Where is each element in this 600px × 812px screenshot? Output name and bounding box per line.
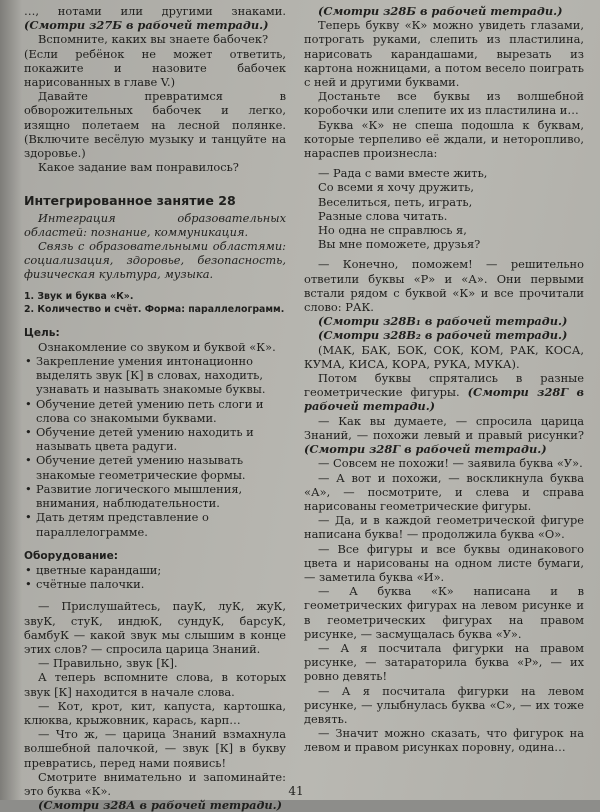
goal-label: Цель: xyxy=(24,326,60,339)
right-column xyxy=(304,4,584,755)
left-column xyxy=(24,4,286,812)
workbook-reference: (Смотри з28В₂ в рабочей тетради.) xyxy=(318,328,568,343)
paragraph: — Да, и в каждой геометрической фигуре написана буква! — продолжила буква «О». xyxy=(304,513,584,542)
list-item: • Закрепление умения интонационно выделять звук [К] в словах, находить, узнавать и называть знакомые буквы. xyxy=(36,354,286,397)
paragraph: …, нотами или другими знаками. (Смотри з27Б в рабочей тетради.) xyxy=(24,4,286,33)
page-number: 41 xyxy=(288,784,304,798)
paragraph: — А я посчитала фигурки на левом рисунке, — улыбнулась буква «С», — их тоже девять. xyxy=(304,683,584,726)
paragraph: — Как вы думаете, — спросила царица Знаний, — похожи левый и правый рисунки? (Смотри з28Г в рабочей тетради.) xyxy=(304,413,584,457)
paragraph: — Кот, крот, кит, капуста, картошка, клюква, крыжовник, карась, карп… xyxy=(24,698,286,727)
list-item: • Обучение детей умению называть знакомые геометрические формы. xyxy=(36,453,286,481)
poem-line: Веселиться, петь, играть, xyxy=(318,194,473,209)
workbook-reference: (Смотри з28Б в рабочей тетради.) xyxy=(318,4,563,18)
equipment-list xyxy=(24,563,286,591)
list-item: • Развитие логического мышления, внимания, наблюдательности. xyxy=(36,482,286,510)
paragraph: — А я посчитала фигурки на правом рисунке, — затараторила буква «Р», — их ровно девять! xyxy=(304,640,584,684)
integration-note: Интеграция образовательных областей: познание, коммуникация. xyxy=(24,210,286,239)
list-item: • цветные карандаши; xyxy=(36,563,286,577)
paragraph: — А буква «К» написана и в геометрических фигурах на левом рисунке и в геометрических фигурах на правом рисунке, — засмущалась буква «У». xyxy=(304,584,584,641)
word-list: (МАК, БАК, БОК, СОК, КОМ, РАК, КОСА, КУМА, КИСА, КОРА, РУКА, МУКА). xyxy=(304,342,584,371)
paragraph: Достаньте все буквы из волшебной коробочки или слепите их из пластилина и… xyxy=(304,89,584,118)
paragraph: Вспомните, каких вы знаете бабочек? xyxy=(38,32,269,47)
paragraph: Теперь букву «К» можно увидеть глазами, потрогать руками, слепить из пластилина, нарисовать карандашами, вырезать из картона ножницами, а потом весело поиграть с ней и другими буквами. xyxy=(304,18,584,90)
paragraph: — Конечно, поможем! — решительно ответили буквы «Р» и «А». Они первыми встали рядом с буквой «К» и все прочитали слово: РАК. xyxy=(304,257,584,315)
list-item: • счётные палочки. xyxy=(36,577,286,591)
topic-1: 1. Звук и буква «К». xyxy=(24,290,134,302)
list-item: • Дать детям представление о параллелограмме. xyxy=(36,510,286,538)
paragraph: — Совсем не похожи! — заявила буква «У». xyxy=(318,456,583,471)
poem-line: Вы мне поможете, друзья? xyxy=(318,237,481,252)
paragraph: Буква «К» не спеша подошла к буквам, которые терпеливо её ждали, и неторопливо, нараспев произнесла: xyxy=(304,117,584,161)
link-note: Связь с образовательными областями: социализация, здоровье, безопасность, физическая культура, музыка. xyxy=(24,239,286,282)
paragraph: Потом буквы спрятались в разные геометрические фигуры. (Смотри з28Г в рабочей тетради.) xyxy=(304,371,584,414)
equipment-label: Оборудование: xyxy=(24,549,119,562)
paragraph: А теперь вспомните слова, в которых звук [К] находится в начале слова. xyxy=(24,670,286,699)
paragraph: — А вот и похожи, — воскликнула буква «А», — посмотрите, и слева и справа нарисованы геометрические фигуры. xyxy=(304,470,584,513)
paragraph: Давайте превратимся в обворожительных бабочек и легко, изящно полетаем на лесной полянке. (Включите весёлую музыку и танцуйте на здоровье.) xyxy=(24,89,286,161)
paragraph: Смотрите внимательно и запоминайте: это буква «К». xyxy=(24,769,286,798)
poem-line: Разные слова читать. xyxy=(318,208,448,223)
poem xyxy=(304,166,584,251)
paragraph: — Что ж, — царица Знаний взмахнула волшебной палочкой, — звук [К] в букву превратись, перед нами появись! xyxy=(24,727,286,770)
goal-intro: Ознакомление со звуком и буквой «К». xyxy=(38,339,276,354)
paragraph: — Правильно, звук [К]. xyxy=(38,656,178,671)
paragraph: — Прислушайтесь, пауК, луК, жуК, звуК, стуК, индюК, сундуК, барсуК, бамбуК — какой звук мы слышим в конце этих слов? — спросила царица Знаний. xyxy=(24,599,286,656)
paragraph: Какое задание вам понравилось? xyxy=(38,160,239,175)
paragraph: — Все фигуры и все буквы одинакового цвета и нарисованы на одном листе бумаги, — заметила буква «И». xyxy=(304,541,584,584)
lesson-heading: Интегрированное занятие 28 xyxy=(24,193,236,209)
topic-2: 2. Количество и счёт. Форма: параллелограмм. xyxy=(24,303,285,315)
workbook-reference: (Смотри з28В₁ в рабочей тетради.) xyxy=(318,314,568,329)
poem-line: — Рада с вами вместе жить, xyxy=(318,166,488,181)
paragraph: — Значит можно сказать, что фигурок на левом и правом рисунках поровну, одина… xyxy=(304,726,584,755)
list-item: • Обучение детей умению находить и называть цвета радуги. xyxy=(36,425,286,453)
list-item: • Обучение детей умению петь слоги и слова со знакомыми буквами. xyxy=(36,397,286,425)
poem-line: Со всеми я хочу дружить, xyxy=(318,180,474,195)
workbook-reference: (Смотри з28А в рабочей тетради.) xyxy=(38,798,283,812)
goals-list xyxy=(24,354,286,539)
poem-line: Но одна не справлюсь я, xyxy=(318,223,467,238)
paragraph: (Если ребёнок не может ответить, покажите и назовите бабочек нарисованных в главе V.) xyxy=(24,46,286,90)
